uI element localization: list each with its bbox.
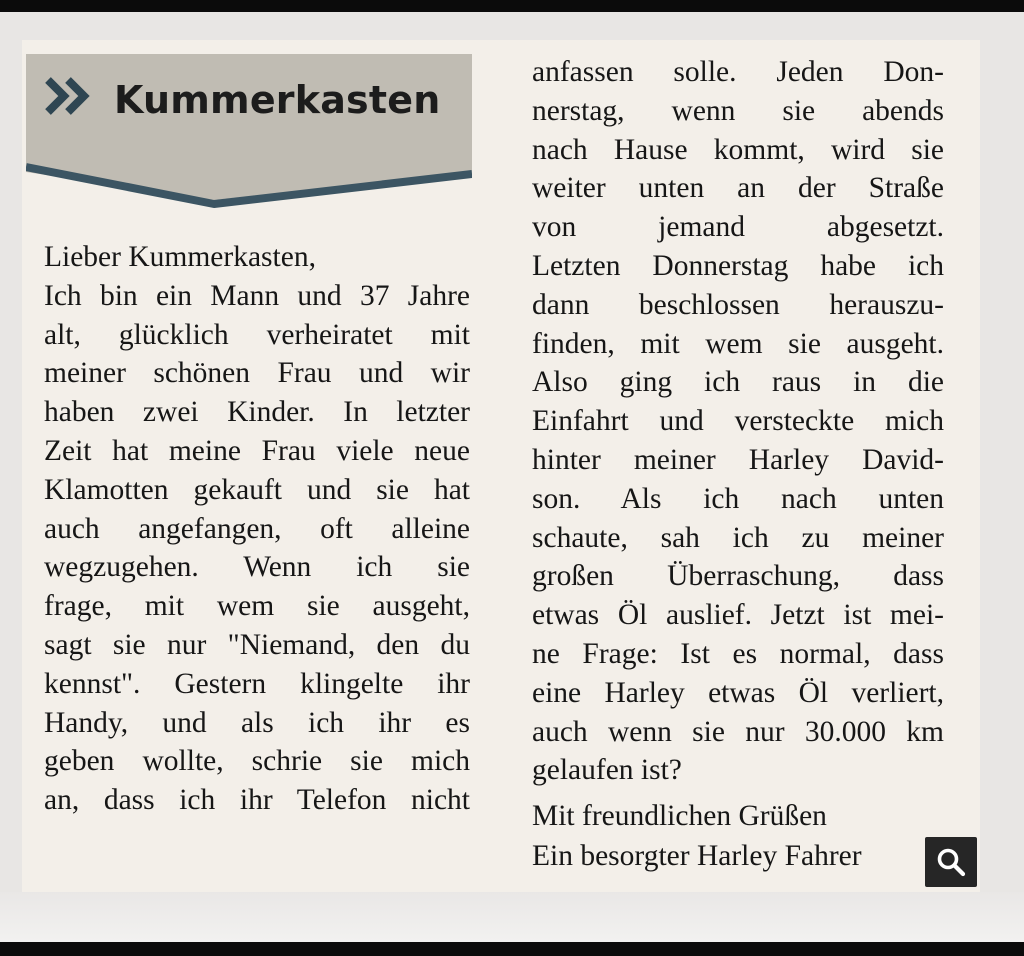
article-line: finden, mit wem sie ausgeht. xyxy=(532,327,944,360)
article-line: Zeit hat meine Frau viele neue xyxy=(44,434,470,467)
article-line: großen Überraschung, dass xyxy=(532,560,944,593)
article-line: gelaufen ist? xyxy=(532,754,682,787)
article-line: sagt sie nur "Niemand, den du xyxy=(44,628,470,661)
article-line: geben wollte, schrie sie mich xyxy=(44,745,470,778)
article-line: haben zwei Kinder. In letzter xyxy=(44,396,470,429)
article-line: wegzugehen. Wenn ich sie xyxy=(44,551,470,584)
article-line: eine Harley etwas Öl verliert, xyxy=(532,676,944,709)
article-line: kennst". Gestern klingelte ihr xyxy=(44,667,470,700)
article-line: dann beschlossen herauszu- xyxy=(532,288,944,321)
page-bottom-shade xyxy=(0,892,1024,942)
article-line: anfassen solle. Jeden Don- xyxy=(532,56,944,88)
article-line: nach Hause kommt, wird sie xyxy=(532,133,944,166)
article-line: nerstag, wenn sie abends xyxy=(532,94,944,127)
article-line: Klamotten gekauft und sie hat xyxy=(44,473,470,506)
article-line: Letzten Donnerstag habe ich xyxy=(532,249,944,282)
double-chevron-right-icon xyxy=(44,76,92,116)
article-right-column xyxy=(532,53,944,876)
article-line: schaute, sah ich zu meiner xyxy=(532,521,944,554)
letter-closing: Mit freundlichen Grüßen xyxy=(532,800,827,833)
article-line: auch wenn sie nur 30.000 km xyxy=(532,715,944,748)
article-line: auch angefangen, oft alleine xyxy=(44,512,470,545)
article-line: etwas Öl auslief. Jetzt ist mei- xyxy=(532,599,944,632)
article-line: von jemand abgesetzt. xyxy=(532,211,944,244)
article-line: an, dass ich ihr Telefon nicht xyxy=(44,784,470,817)
article-line: frage, mit wem sie ausgeht, xyxy=(44,590,470,623)
column-header-banner xyxy=(26,54,472,214)
article-line: son. Als ich nach unten xyxy=(532,482,944,515)
article-line: meiner schönen Frau und wir xyxy=(44,357,470,390)
article-line: Einfahrt und versteckte mich xyxy=(532,405,944,438)
article-line: Also ging ich raus in die xyxy=(532,366,944,399)
article-line: weiter unten an der Straße xyxy=(532,172,944,205)
article-left-column xyxy=(44,238,470,820)
article-line: Ich bin ein Mann und 37 Jahre xyxy=(44,279,470,312)
search-button[interactable] xyxy=(925,837,977,887)
article-line: hinter meiner Harley David- xyxy=(532,443,944,476)
letter-signature: Ein besorgter Harley Fahrer xyxy=(532,840,862,873)
article-line: Lieber Kummerkasten, xyxy=(44,241,316,273)
article-line: ne Frage: Ist es normal, dass xyxy=(532,637,944,670)
article-line: Handy, und als ich ihr es xyxy=(44,706,470,739)
letter-signature-block xyxy=(532,796,944,876)
article-line: alt, glücklich verheiratet mit xyxy=(44,318,470,351)
column-title: Kummerkasten xyxy=(114,78,441,122)
search-icon xyxy=(936,847,966,877)
screen xyxy=(0,12,1024,942)
